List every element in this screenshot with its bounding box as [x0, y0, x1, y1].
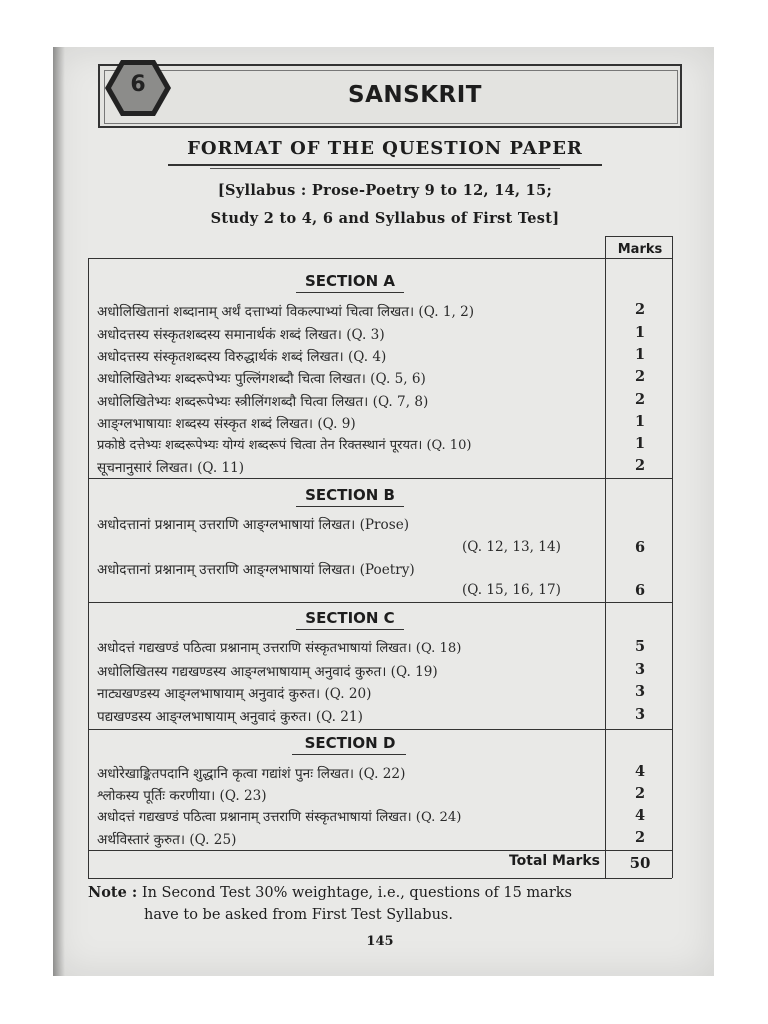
table-border-left: [88, 258, 89, 878]
marks-d1: 4: [634, 763, 646, 780]
question-c2: अधोलिखितस्य गद्यखण्डस्य आङ्ग्लभाषायाम् अनुवादं कुरुत। (Q. 19): [97, 664, 438, 680]
note-block: [88, 882, 688, 926]
marks-b1: 6: [634, 539, 646, 556]
question-d4: अर्थविस्तारं कुरुत। (Q. 25): [97, 832, 237, 848]
section-d-underline: [292, 754, 406, 755]
marks-a2: 1: [634, 324, 646, 341]
question-d2: श्लोकस्य पूर्तिः करणीया। (Q. 23): [97, 788, 267, 804]
marks-a4: 2: [634, 368, 646, 385]
question-d1: अधोरेखाङ्कितपदानि शुद्धानि कृत्वा गद्यांशं पुनः लिखत। (Q. 22): [97, 766, 406, 782]
question-c3: नाट्यखण्डस्य आङ्ग्लभाषायाम् अनुवादं कुरुत। (Q. 20): [97, 686, 372, 702]
question-a7: प्रकोष्ठे दत्तेभ्यः शब्दरूपेभ्यः योग्यं शब्दरूपं चित्वा तेन रिक्तस्थानं पूरयत। (Q. 10): [97, 438, 472, 453]
question-b2-ref: (Q. 15, 16, 17): [462, 582, 561, 598]
section-divider-b: [88, 478, 672, 479]
table-border-bottom: [88, 878, 672, 879]
question-c4: पद्यखण्डस्य आङ्ग्लभाषायाम् अनुवादं कुरुत। (Q. 21): [97, 709, 363, 725]
question-a3: अधोदत्तस्य संस्कृतशब्दस्य विरुद्धार्थकं शब्दं लिखत। (Q. 4): [97, 349, 387, 365]
marks-d4: 2: [634, 829, 646, 846]
section-b-underline: [296, 506, 404, 507]
question-a6: आङ्ग्लभाषायाः शब्दस्य संस्कृत शब्दं लिखत। (Q. 9): [97, 416, 356, 432]
question-d3: अधोदत्तं गद्यखण्डं पठित्वा प्रश्नानाम् उत्तराणि संस्कृतभाषायां लिखत। (Q. 24): [97, 810, 462, 825]
section-c-title: SECTION C: [305, 609, 395, 627]
marks-a1: 2: [634, 301, 646, 318]
question-c1: अधोदत्तं गद्यखण्डं पठित्वा प्रश्नानाम् उत्तराणि संस्कृतभाषायां लिखत। (Q. 18): [97, 641, 462, 656]
marks-d2: 2: [634, 785, 646, 802]
section-divider-c: [88, 602, 672, 603]
section-d-title: SECTION D: [304, 734, 396, 752]
section-a-underline: [296, 292, 404, 293]
table-border-top-marks: [605, 236, 672, 237]
question-b2: अधोदत्तानां प्रश्नानाम् उत्तराणि आङ्ग्लभाषायां लिखत। (Poetry): [97, 562, 415, 578]
marks-b2: 6: [634, 582, 646, 599]
page-number: 145: [366, 934, 394, 949]
marks-a5: 2: [634, 391, 646, 408]
total-marks-value: 50: [629, 854, 651, 872]
syllabus-line-1: [Syllabus : Prose-Poetry 9 to 12, 14, 15;: [217, 182, 553, 199]
marks-c2: 3: [634, 661, 646, 678]
marks-column-header: Marks: [617, 242, 663, 257]
syllabus-line-2: Study 2 to 4, 6 and Syllabus of First Test]: [210, 210, 560, 227]
section-a-title: SECTION A: [304, 272, 395, 290]
chapter-number: 6: [130, 72, 146, 97]
marks-c3: 3: [634, 683, 646, 700]
section-c-underline: [296, 629, 404, 630]
section-b-title: SECTION B: [305, 486, 395, 504]
marks-a6: 1: [634, 413, 646, 430]
title-underline: [168, 164, 602, 166]
question-a5: अधोलिखितेभ्यः शब्दरूपेभ्यः स्त्रीलिंगशब्दौ चित्वा लिखत। (Q. 7, 8): [97, 394, 429, 410]
note-line-1: In Second Test 30% weightage, i.e., questions of 15 marks: [141, 885, 572, 901]
marks-a7: 1: [634, 435, 646, 452]
question-b1-ref: (Q. 12, 13, 14): [462, 539, 561, 555]
note-line-2: have to be asked from First Test Syllabus.: [144, 907, 453, 923]
subject-title: SANSKRIT: [348, 82, 482, 108]
marks-d3: 4: [634, 807, 646, 824]
total-divider: [88, 850, 672, 851]
section-divider-d: [88, 729, 672, 730]
question-a2: अधोदत्तस्य संस्कृतशब्दस्य समानार्थकं शब्दं लिखत। (Q. 3): [97, 327, 385, 343]
marks-a3: 1: [634, 346, 646, 363]
table-border-right: [672, 236, 673, 878]
question-b1: अधोदत्तानां प्रश्नानाम् उत्तराणि आङ्ग्लभाषायां लिखत। (Prose): [97, 517, 410, 533]
question-a1: अधोलिखितानां शब्दानाम् अर्थं दत्ताभ्यां विकल्पाभ्यां चित्वा लिखत। (Q. 1, 2): [97, 304, 475, 320]
table-border-top: [88, 258, 672, 259]
format-title: FORMAT OF THE QUESTION PAPER: [187, 138, 583, 159]
marks-a8: 2: [634, 457, 646, 474]
total-marks-label: Total Marks: [508, 853, 600, 869]
marks-c4: 3: [634, 706, 646, 723]
note-label: Note :: [88, 884, 138, 901]
page-binding-shadow: [53, 47, 65, 976]
question-a4: अधोलिखितेभ्यः शब्दरूपेभ्यः पुल्लिंगशब्दौ चित्वा लिखत। (Q. 5, 6): [97, 371, 426, 387]
question-a8: सूचनानुसारं लिखत। (Q. 11): [97, 460, 245, 476]
title-underline-thin: [210, 168, 560, 169]
marks-c1: 5: [634, 638, 646, 655]
